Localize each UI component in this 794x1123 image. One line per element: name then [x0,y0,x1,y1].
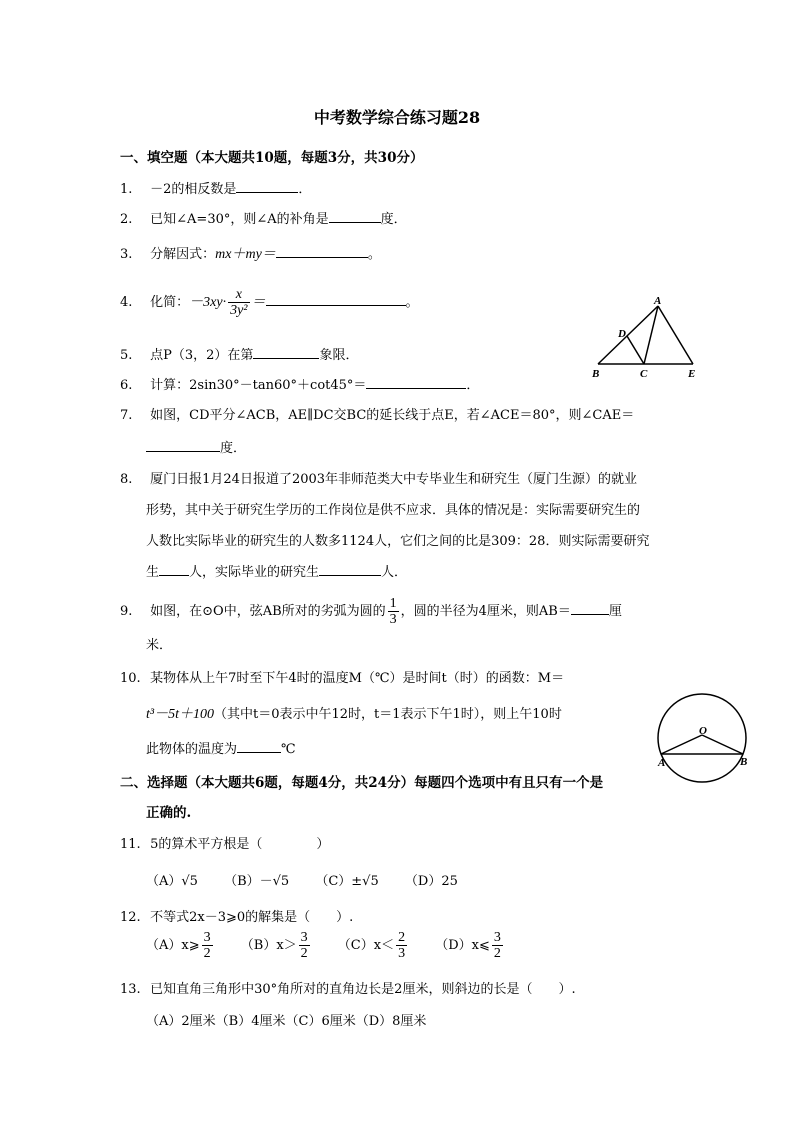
q5-end: 象限． [319,348,359,363]
question-6 [120,374,479,393]
q4-expression: －3xy· [189,295,227,310]
q7-end: 度． [220,441,247,456]
circle-figure [652,688,752,788]
q8-line-4 [146,561,407,580]
q12-options [146,930,527,961]
q12-option-c-label: （C）x＜ [337,938,395,953]
q11-option-a[interactable]: （A）√5 [146,874,198,889]
q1-answer-blank[interactable] [236,180,298,193]
question-12 [120,906,353,925]
q4-end: 。 [405,295,419,310]
q10-end: ℃ [281,742,296,757]
q7-text: 如图，CD平分∠ACB，AE∥DC交BC的延长线于点E，若∠ACE＝80°，则∠CAE＝ [150,408,635,423]
q11-option-c[interactable]: （C）±√5 [315,874,379,889]
q11-option-d[interactable]: （D）25 [404,874,458,889]
q2-text: 已知∠A=30°，则∠A的补角是 [150,212,329,227]
section-2-heading-cont: 正确的. [146,805,192,821]
radius-OA [661,735,702,754]
q3-answer-blank[interactable] [276,245,368,258]
q9-fraction-numerator: 1 [389,596,397,611]
q12-option-b-num: 3 [300,930,308,945]
q10-number: 10. [120,671,141,686]
question-8 [120,468,637,487]
circle-O [658,694,746,782]
question-4 [120,287,419,318]
q11-text: 5的算术平方根是（ [150,837,263,852]
q12-option-d-den: 2 [493,946,501,961]
q8-line-4-middle: 人，实际毕业的研究生 [189,565,320,580]
label-B: B [592,368,600,380]
line-BA [598,306,658,364]
q4-answer-blank[interactable] [266,293,406,306]
label-O: O [699,725,707,737]
q5-text: 点P（3，2）在第 [150,348,254,363]
q5-number: 5. [120,348,133,363]
q12-option-b-den: 2 [300,946,308,961]
q12-option-a-num: 3 [203,930,211,945]
q3-expression: mx＋my＝ [215,247,276,262]
question-2 [120,208,407,227]
q11-number: 11. [120,837,141,852]
q9-fraction [388,596,399,627]
q2-end: 度． [380,212,407,227]
q11-option-b[interactable]: （B）－√5 [224,874,290,889]
q12-text: 不等式2x－3⩾0的解集是（ ）. [150,910,354,925]
label-E: E [688,368,696,380]
q11-options [146,870,480,889]
q13-option-c[interactable]: （C）6厘米 [285,1014,356,1029]
q2-answer-blank[interactable] [329,210,381,223]
question-1 [120,178,311,197]
triangle-figure [588,292,702,382]
q4-equals: ＝ [251,295,266,310]
q12-option-d-label: （D）x⩽ [435,938,490,953]
q12-option-c-den: 3 [398,946,406,961]
q1-end: ． [298,182,312,197]
q10-line-3 [146,738,296,757]
label-D: D [618,328,626,340]
label-A: A [658,757,666,769]
q12-option-c[interactable] [338,930,409,961]
q13-options [146,1010,426,1029]
q9-end-b: 米． [146,638,173,653]
q13-option-d[interactable]: （D）8厘米 [355,1014,427,1029]
radius-OB [702,735,743,754]
q1-text: －2的相反数是 [150,182,237,197]
section-2-heading: 二、选择题（本大题共6题，每题4分，共24分）每题四个选项中有且只有一个是 [120,775,604,791]
q8-answer-blank-2[interactable] [319,563,381,576]
q13-number: 13. [120,982,141,997]
q3-text: 分解因式： [150,247,216,262]
q12-option-b-label: （B）x＞ [240,938,297,953]
q4-fraction [228,287,249,318]
q4-number: 4. [120,295,133,310]
line-AE [658,306,693,364]
q13-option-a[interactable]: （A）2厘米 [146,1014,216,1029]
q1-number: 1. [120,182,133,197]
q10-line-2 [146,703,562,723]
line-AC [644,306,658,364]
q9-end-a: 厘 [608,604,622,619]
question-5 [120,344,358,363]
label-B: B [740,756,748,768]
q12-option-a-label: （A）x⩾ [146,938,200,953]
q8-line-2: 形势，其中关于研究生学历的工作岗位是供不应求．具体的情况是：实际需要研究生的 [146,503,641,518]
q6-end: ． [466,378,480,393]
q12-option-a[interactable] [146,930,215,961]
q10-expression: t³－5t＋100 [146,707,214,722]
q13-text: 已知直角三角形中30°角所对的直角边长是2厘米，则斜边的长是（ ）. [150,982,576,997]
q8-line-4-start: 生 [146,565,160,580]
question-10 [120,667,564,686]
question-9 [120,596,622,627]
q13-option-b[interactable]: （B）4厘米 [215,1014,286,1029]
q5-answer-blank[interactable] [253,346,319,359]
question-11 [120,833,329,852]
q12-number: 12. [120,910,141,925]
q3-end: 。 [367,247,381,262]
q8-end: 人． [381,565,408,580]
q4-text: 化简： [150,295,190,310]
q8-line-1: 厦门日报1月24日报道了2003年非师范类大中专毕业生和研究生（厦门生源）的就业 [150,472,638,487]
q8-answer-blank-1[interactable] [159,563,189,576]
q6-answer-blank[interactable] [366,376,466,389]
q12-option-d[interactable] [435,930,505,961]
q4-fraction-numerator: x [228,287,249,303]
q7-answer-blank[interactable] [146,439,220,452]
q8-number: 8. [120,472,133,487]
q6-number: 6. [120,378,133,393]
question-3 [120,243,381,263]
q12-option-d-num: 3 [493,930,501,945]
q10-line-3-text: 此物体的温度为 [146,742,238,757]
q9-number: 9. [120,604,133,619]
question-7-line-2 [146,437,246,456]
q4-fraction-denominator: 3y² [230,303,248,318]
q9-fraction-denominator: 3 [389,612,397,627]
label-C: C [640,368,648,380]
q9-text-b: ，圆的半径为4厘米，则AB＝ [400,604,571,619]
q2-number: 2. [120,212,133,227]
q3-number: 3. [120,247,133,262]
label-A: A [654,295,662,307]
section-1-heading: 一、填空题（本大题共10题，每题3分，共30分） [120,150,424,166]
question-13 [120,978,576,997]
question-7 [120,404,634,423]
q10-line-2-text: （其中t＝0表示中午12时，t＝1表示下午1时），则上午10时 [213,707,562,722]
q12-option-c-num: 2 [398,930,406,945]
q6-text: 计算：2sin30°－tan60°＋cot45°＝ [150,378,367,393]
q11-end: ） [316,837,330,852]
q9-text-a: 如图，在⊙O中，弦AB所对的劣弧为圆的 [150,604,386,619]
q12-option-b[interactable] [241,930,312,961]
line-DC [627,336,644,364]
q8-line-3: 人数比实际毕业的研究生的人数多1124人，它们之间的比是309：28．则实际需要研究 [146,534,650,549]
q10-answer-blank[interactable] [237,740,281,753]
q7-number: 7. [120,408,133,423]
page-title: 中考数学综合练习题28 [313,108,481,127]
q12-option-a-den: 2 [203,946,211,961]
q10-line-1: 某物体从上午7时至下午4时的温度M（℃）是时间t（时）的函数：M＝ [150,671,565,686]
q9-answer-blank[interactable] [571,602,609,615]
